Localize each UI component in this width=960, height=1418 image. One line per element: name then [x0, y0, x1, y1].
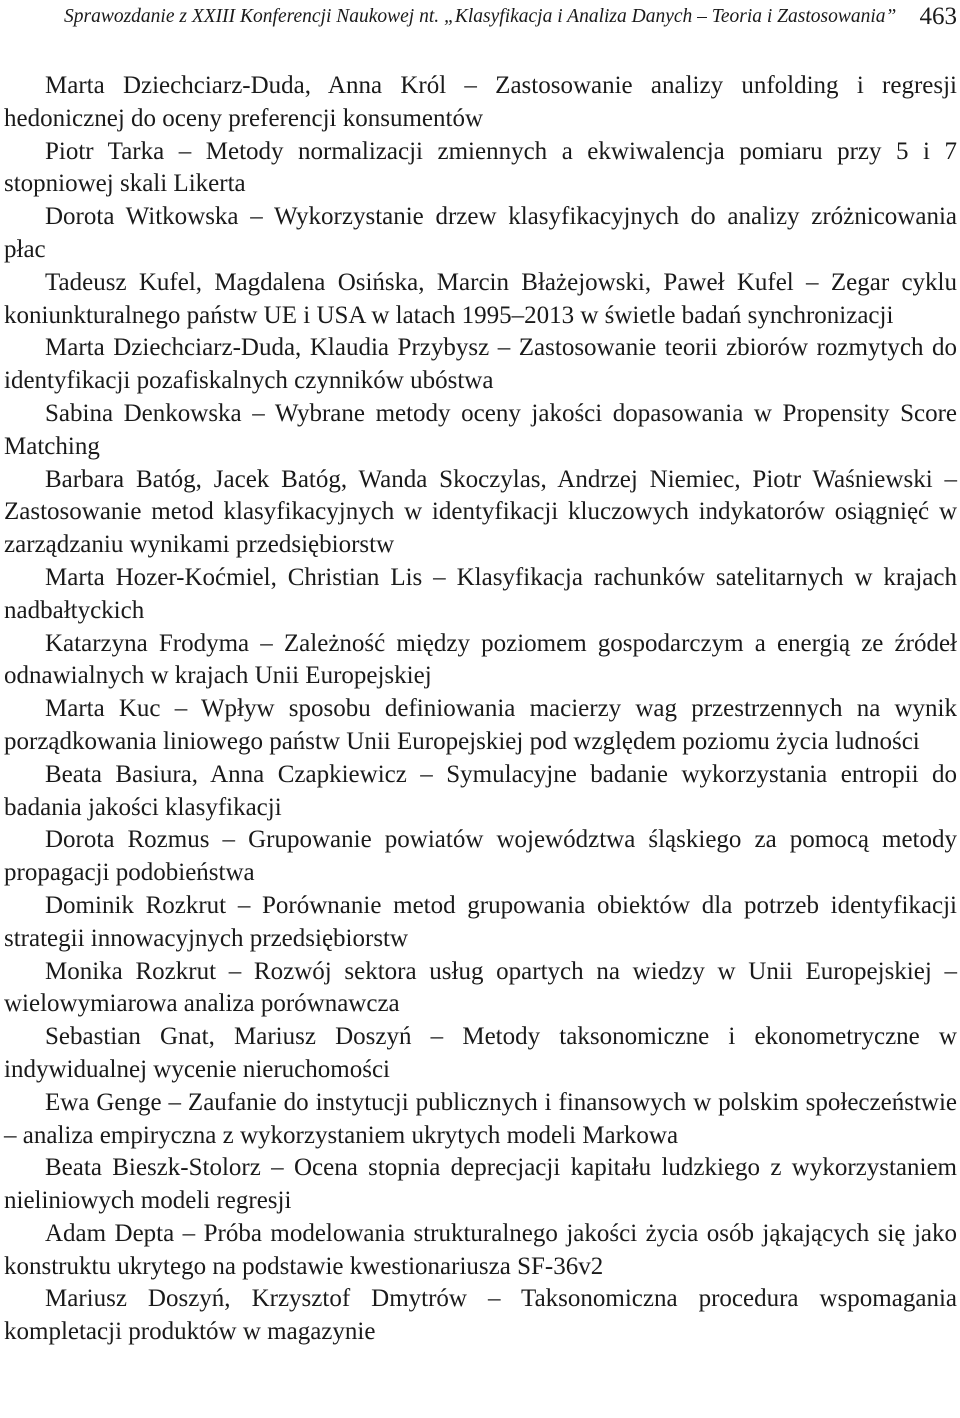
paper-entry: Dominik Rozkrut – Porównanie metod grupowania obiektów dla potrzeb identyfikacji strategii innowacyjnych przedsiębiorstw: [4, 891, 957, 952]
paper-entry: Ewa Genge – Zaufanie do instytucji publicznych i finansowych w polskim społeczeństwie – analiza empiryczna z wykorzystaniem ukrytych modeli Markowa: [4, 1088, 957, 1149]
document-page: [4, 0, 957, 1346]
paper-entry: Mariusz Doszyń, Krzysztof Dmytrów – Taksonomiczna procedura wspomagania kompletacji produktów w magazynie: [4, 1285, 957, 1346]
paper-entry: Barbara Batóg, Jacek Batóg, Wanda Skoczylas, Andrzej Niemiec, Piotr Waśniewski – Zastosowanie metod klasyfikacyjnych w identyfikacji kluczowych indykatorów osiągnięć w zarządzaniu wynikami przedsiębiorstw: [4, 465, 957, 559]
paper-entry: Beata Bieszk-Stolorz – Ocena stopnia deprecjacji kapitału ludzkiego z wykorzystaniem nieliniowych modeli regresji: [4, 1154, 957, 1215]
header-title: Sprawozdanie z XXIII Konferencji Naukowej nt. „Klasyfikacja i Analiza Danych – Teoria i Zastosowania”: [64, 6, 897, 27]
paper-entry: Monika Rozkrut – Rozwój sektora usług opartych na wiedzy w Unii Europejskiej – wielowymiarowa analiza porównawcza: [4, 957, 957, 1018]
paper-entry: Dorota Rozmus – Grupowanie powiatów województwa śląskiego za pomocą metody propagacji podobieństwa: [4, 826, 957, 887]
paper-entry: Marta Hozer-Koćmiel, Christian Lis – Klasyfikacja rachunków satelitarnych w krajach nadbałtyckich: [4, 563, 957, 624]
paper-entry: Marta Dziechciarz-Duda, Klaudia Przybysz – Zastosowanie teorii zbiorów rozmytych do identyfikacji pozafiskalnych czynników ubóstwa: [4, 334, 957, 395]
paper-entry: Beata Basiura, Anna Czapkiewicz – Symulacyjne badanie wykorzystania entropii do badania jakości klasyfikacji: [4, 760, 957, 821]
paper-entry: Katarzyna Frodyma – Zależność między poziomem gospodarczym a energią ze źródeł odnawialnych w krajach Unii Europejskiej: [4, 629, 957, 690]
paper-list: [4, 70, 957, 1349]
paper-entry: Dorota Witkowska – Wykorzystanie drzew klasyfikacyjnych do analizy zróżnicowania płac: [4, 203, 957, 263]
running-header: [4, 0, 957, 40]
paper-entry: Marta Dziechciarz-Duda, Anna Król – Zastosowanie analizy unfolding i regresji hedonicznej do oceny preferencji konsumentów: [4, 72, 957, 132]
paper-entry: Adam Depta – Próba modelowania strukturalnego jakości życia osób jąkających się jako konstruktu ukrytego na podstawie kwestionariusza SF-36v2: [4, 1219, 957, 1280]
paper-entry: Piotr Tarka – Metody normalizacji zmiennych a ekwiwalencja pomiaru przy 5 i 7 stopniowej skali Likerta: [4, 137, 957, 198]
paper-entry: Marta Kuc – Wpływ sposobu definiowania macierzy wag przestrzennych na wynik porządkowania liniowego państw Unii Europejskiej pod względem poziomu życia ludności: [4, 695, 957, 755]
paper-entry: Sebastian Gnat, Mariusz Doszyń – Metody taksonomiczne i ekonometryczne w indywidualnej wycenie nieruchomości: [4, 1023, 957, 1083]
page-number: 463: [919, 3, 957, 30]
paper-entry: Sabina Denkowska – Wybrane metody oceny jakości dopasowania w Propensity Score Matching: [4, 399, 957, 460]
paper-entry: Tadeusz Kufel, Magdalena Osińska, Marcin Błażejowski, Paweł Kufel – Zegar cyklu koniunkturalnego państw UE i USA w latach 1995–2013 w świetle badań synchronizacji: [4, 268, 957, 329]
